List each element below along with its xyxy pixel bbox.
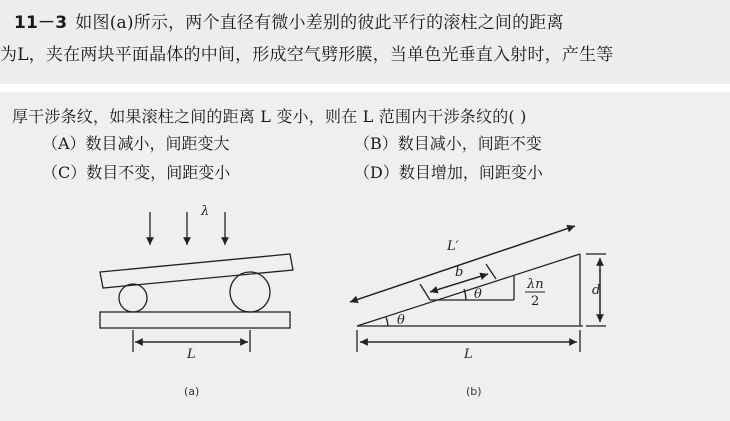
- b-label: b: [455, 265, 464, 280]
- figure-a: [100, 212, 293, 352]
- length-label-a: L: [187, 347, 196, 362]
- problem-line-3: 厚干涉条纹，如果滚柱之间的距离 L 变小，则在 L 范围内干涉条纹的( ): [12, 107, 527, 126]
- problem-number: 11－3: [14, 13, 68, 33]
- problem-text-1: 如图(a)所示，两个直径有微小差别的彼此平行的滚柱之间的距离: [75, 13, 564, 33]
- large-roller: [230, 272, 270, 312]
- fraction-denominator: 2: [531, 294, 540, 309]
- lambda-label: λ: [201, 204, 210, 219]
- caption-b: (b): [466, 385, 482, 398]
- option-d: （D）数目增加，间距变小: [354, 163, 543, 182]
- option-b: （B）数目减小，间距不变: [354, 134, 542, 153]
- small-roller: [119, 284, 147, 312]
- option-a: （A）数目减小，间距变大: [42, 134, 230, 153]
- angle-arc-1: [386, 317, 388, 326]
- theta-label-upper: θ: [474, 287, 482, 302]
- wedge-line: [357, 254, 580, 326]
- lambda-n-label: λn: [527, 277, 544, 292]
- top-plate: [100, 254, 293, 288]
- caption-a: (a): [184, 385, 200, 398]
- Lprime-label: L′: [447, 239, 459, 254]
- problem-line-2: 为L，夹在两块平面晶体的中间，形成空气劈形膜，当单色光垂直入射时，产生等: [0, 45, 614, 65]
- bottom-plate: [100, 312, 290, 328]
- option-c: （C）数目不变，间距变小: [42, 163, 231, 182]
- length-label-b: L: [464, 347, 473, 362]
- theta-label-lower: θ: [397, 313, 405, 328]
- d-label: d: [592, 283, 601, 298]
